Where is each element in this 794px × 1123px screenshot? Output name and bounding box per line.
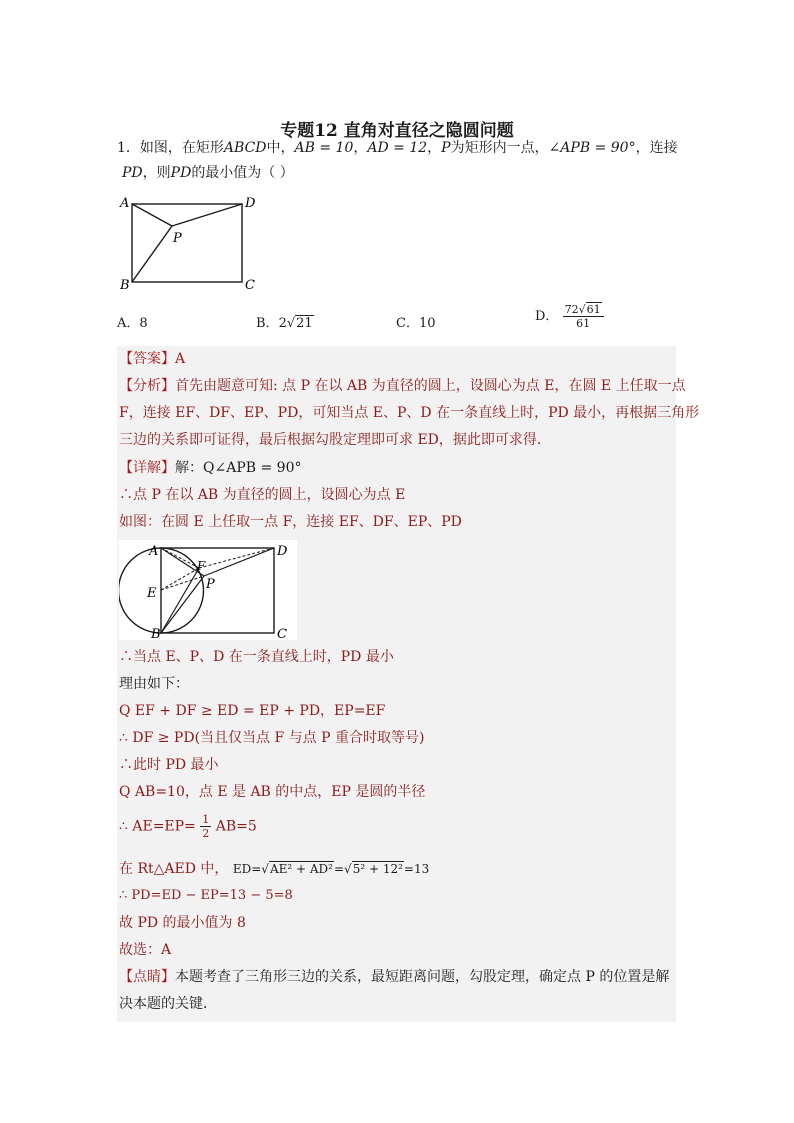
rectangle-figure — [117, 190, 265, 294]
question-prefix: 1．如图，在矩形 — [117, 140, 224, 156]
question-angle: ∠APB = 90° — [548, 140, 636, 156]
question-pd-2: PD — [170, 165, 192, 181]
ae-line — [119, 813, 257, 840]
point-d-label: D — [245, 196, 256, 211]
detail-tag: 【详解】 — [119, 460, 175, 476]
comment-line-2: 决本题的关键． — [119, 996, 217, 1012]
question-p: P — [441, 140, 451, 156]
detail-angle: Q∠APB = 90° — [203, 460, 302, 476]
detail-line-3: 如图：在圆 E 上任取一点 F，连接 EF、DF、EP、PD — [119, 514, 462, 530]
question-mid1: 中， — [266, 140, 295, 156]
reason-line-2: 理由如下： — [119, 676, 189, 692]
half-numerator: 1 — [202, 813, 210, 826]
reason-line-5: ∴此时 PD 最小 — [119, 757, 219, 773]
option-b-radical: √21 — [286, 316, 313, 331]
question-sep: ， — [353, 140, 368, 156]
option-d — [535, 303, 604, 330]
analysis-line-2: F，连接 EF、DF、EP、PD，可知当点 E、P、D 在一条直线上时，PD 最小，再根据三角形 — [119, 405, 700, 421]
reason-line-1: ∴当点 E、P、D 在一条直线上时，PD 最小 — [119, 649, 394, 665]
reason-line-3: Q EF + DF ≥ ED = EP + PD，EP=EF — [119, 703, 386, 719]
option-d-numerator: 72√61 — [563, 303, 604, 317]
point-a-label: A — [120, 196, 130, 211]
question-line-2 — [122, 163, 294, 183]
detail-line-2: ∴点 P 在以 AB 为直径的圆上，设圆心为点 E — [119, 487, 406, 503]
option-d-num-radicand: 61 — [586, 303, 601, 316]
ed-prefix: 在 Rt△AED 中， — [119, 861, 229, 877]
fig2-d-label: D — [277, 544, 288, 559]
fig2-p-label: P — [206, 577, 215, 592]
reason-line-4: ∴ DF ≥ PD(当且仅当点 F 与点 P 重合时取等号) — [119, 730, 425, 746]
comment-tag: 【点睛】 — [119, 969, 175, 985]
option-d-denominator: 61 — [576, 317, 591, 330]
circle-figure — [119, 540, 297, 640]
option-b-radicand: 21 — [296, 316, 313, 331]
option-b — [256, 312, 314, 331]
comment-line-1 — [119, 967, 669, 987]
detail-line-1 — [119, 458, 301, 478]
option-d-num-coef: 72 — [564, 303, 579, 316]
option-d-fraction — [563, 303, 604, 330]
ed-label: ED= — [232, 862, 262, 876]
half-fraction — [200, 813, 211, 840]
analysis-line-3: 三边的关系即可证得，最后根据勾股定理即可求 ED，据此即可求得． — [119, 432, 551, 448]
reason-line-6: Q AB=10，点 E 是 AB 的中点，EP 是圆的半径 — [119, 784, 426, 800]
fig2-e-label: E — [147, 586, 157, 601]
answer-tag: 【答案】 — [119, 351, 175, 367]
fig2-a-label: A — [149, 544, 159, 559]
choose-line: 故选：A — [119, 942, 172, 958]
answer-line — [119, 349, 185, 369]
min-line: 故 PD 的最小值为 8 — [119, 915, 246, 931]
detail-solve: 解： — [175, 460, 203, 476]
question-then: ，则 — [142, 165, 171, 181]
question-sep-2: ， — [427, 140, 442, 156]
option-b-coef: 2 — [278, 316, 287, 331]
question-line-1 — [117, 138, 678, 158]
option-b-label: B． — [256, 316, 279, 331]
question-ask: 的最小值为（ ） — [191, 165, 294, 181]
ed-equals: = — [333, 862, 345, 876]
ed-line — [119, 859, 429, 879]
analysis-tag: 【分析】 — [119, 378, 175, 394]
question-end: ，连接 — [635, 140, 678, 156]
point-p-label: P — [173, 231, 182, 246]
ed-radicand-1: AE² + AD² — [269, 862, 333, 876]
page-title: 专题12 直角对直径之隐圆问题 — [280, 121, 514, 141]
pd-line: ∴ PD=ED − EP=13 − 5=8 — [119, 888, 293, 903]
ed-radicand-2: 5² + 12² — [352, 862, 403, 876]
ed-result: =13 — [403, 862, 430, 876]
question-rect: ABCD — [223, 140, 267, 156]
fig2-f-label: F — [197, 559, 206, 573]
point-c-label: C — [245, 278, 255, 293]
answer-value: A — [175, 351, 186, 367]
option-d-label: D． — [535, 309, 559, 324]
ae-prefix: ∴ AE=EP= — [119, 818, 196, 835]
comment-text-1: 本题考查了三角形三边的关系，最短距离问题，勾股定理，确定点 P 的位置是解 — [175, 969, 670, 985]
half-denominator: 2 — [202, 827, 210, 840]
ae-suffix: AB=5 — [215, 818, 257, 835]
question-ab: AB = 10 — [294, 140, 354, 156]
question-pd: PD — [122, 165, 143, 181]
question-ad: AD = 12 — [367, 140, 428, 156]
analysis-text-1: 首先由题意可知: 点 P 在以 AB 为直径的圆上，设圆心为点 E，在圆 E 上任取一点 — [175, 378, 686, 394]
point-b-label: B — [120, 278, 130, 293]
question-mid2: 为矩形内一点， — [450, 140, 549, 156]
fig2-c-label: C — [277, 627, 287, 640]
analysis-line-1 — [119, 376, 686, 396]
option-a: A．8 — [117, 316, 148, 331]
ed-eq: ED=√AE² + AD²=√5² + 12²=13 — [232, 862, 430, 876]
option-c: C．10 — [396, 316, 436, 331]
fig2-b-label: B — [151, 627, 161, 640]
